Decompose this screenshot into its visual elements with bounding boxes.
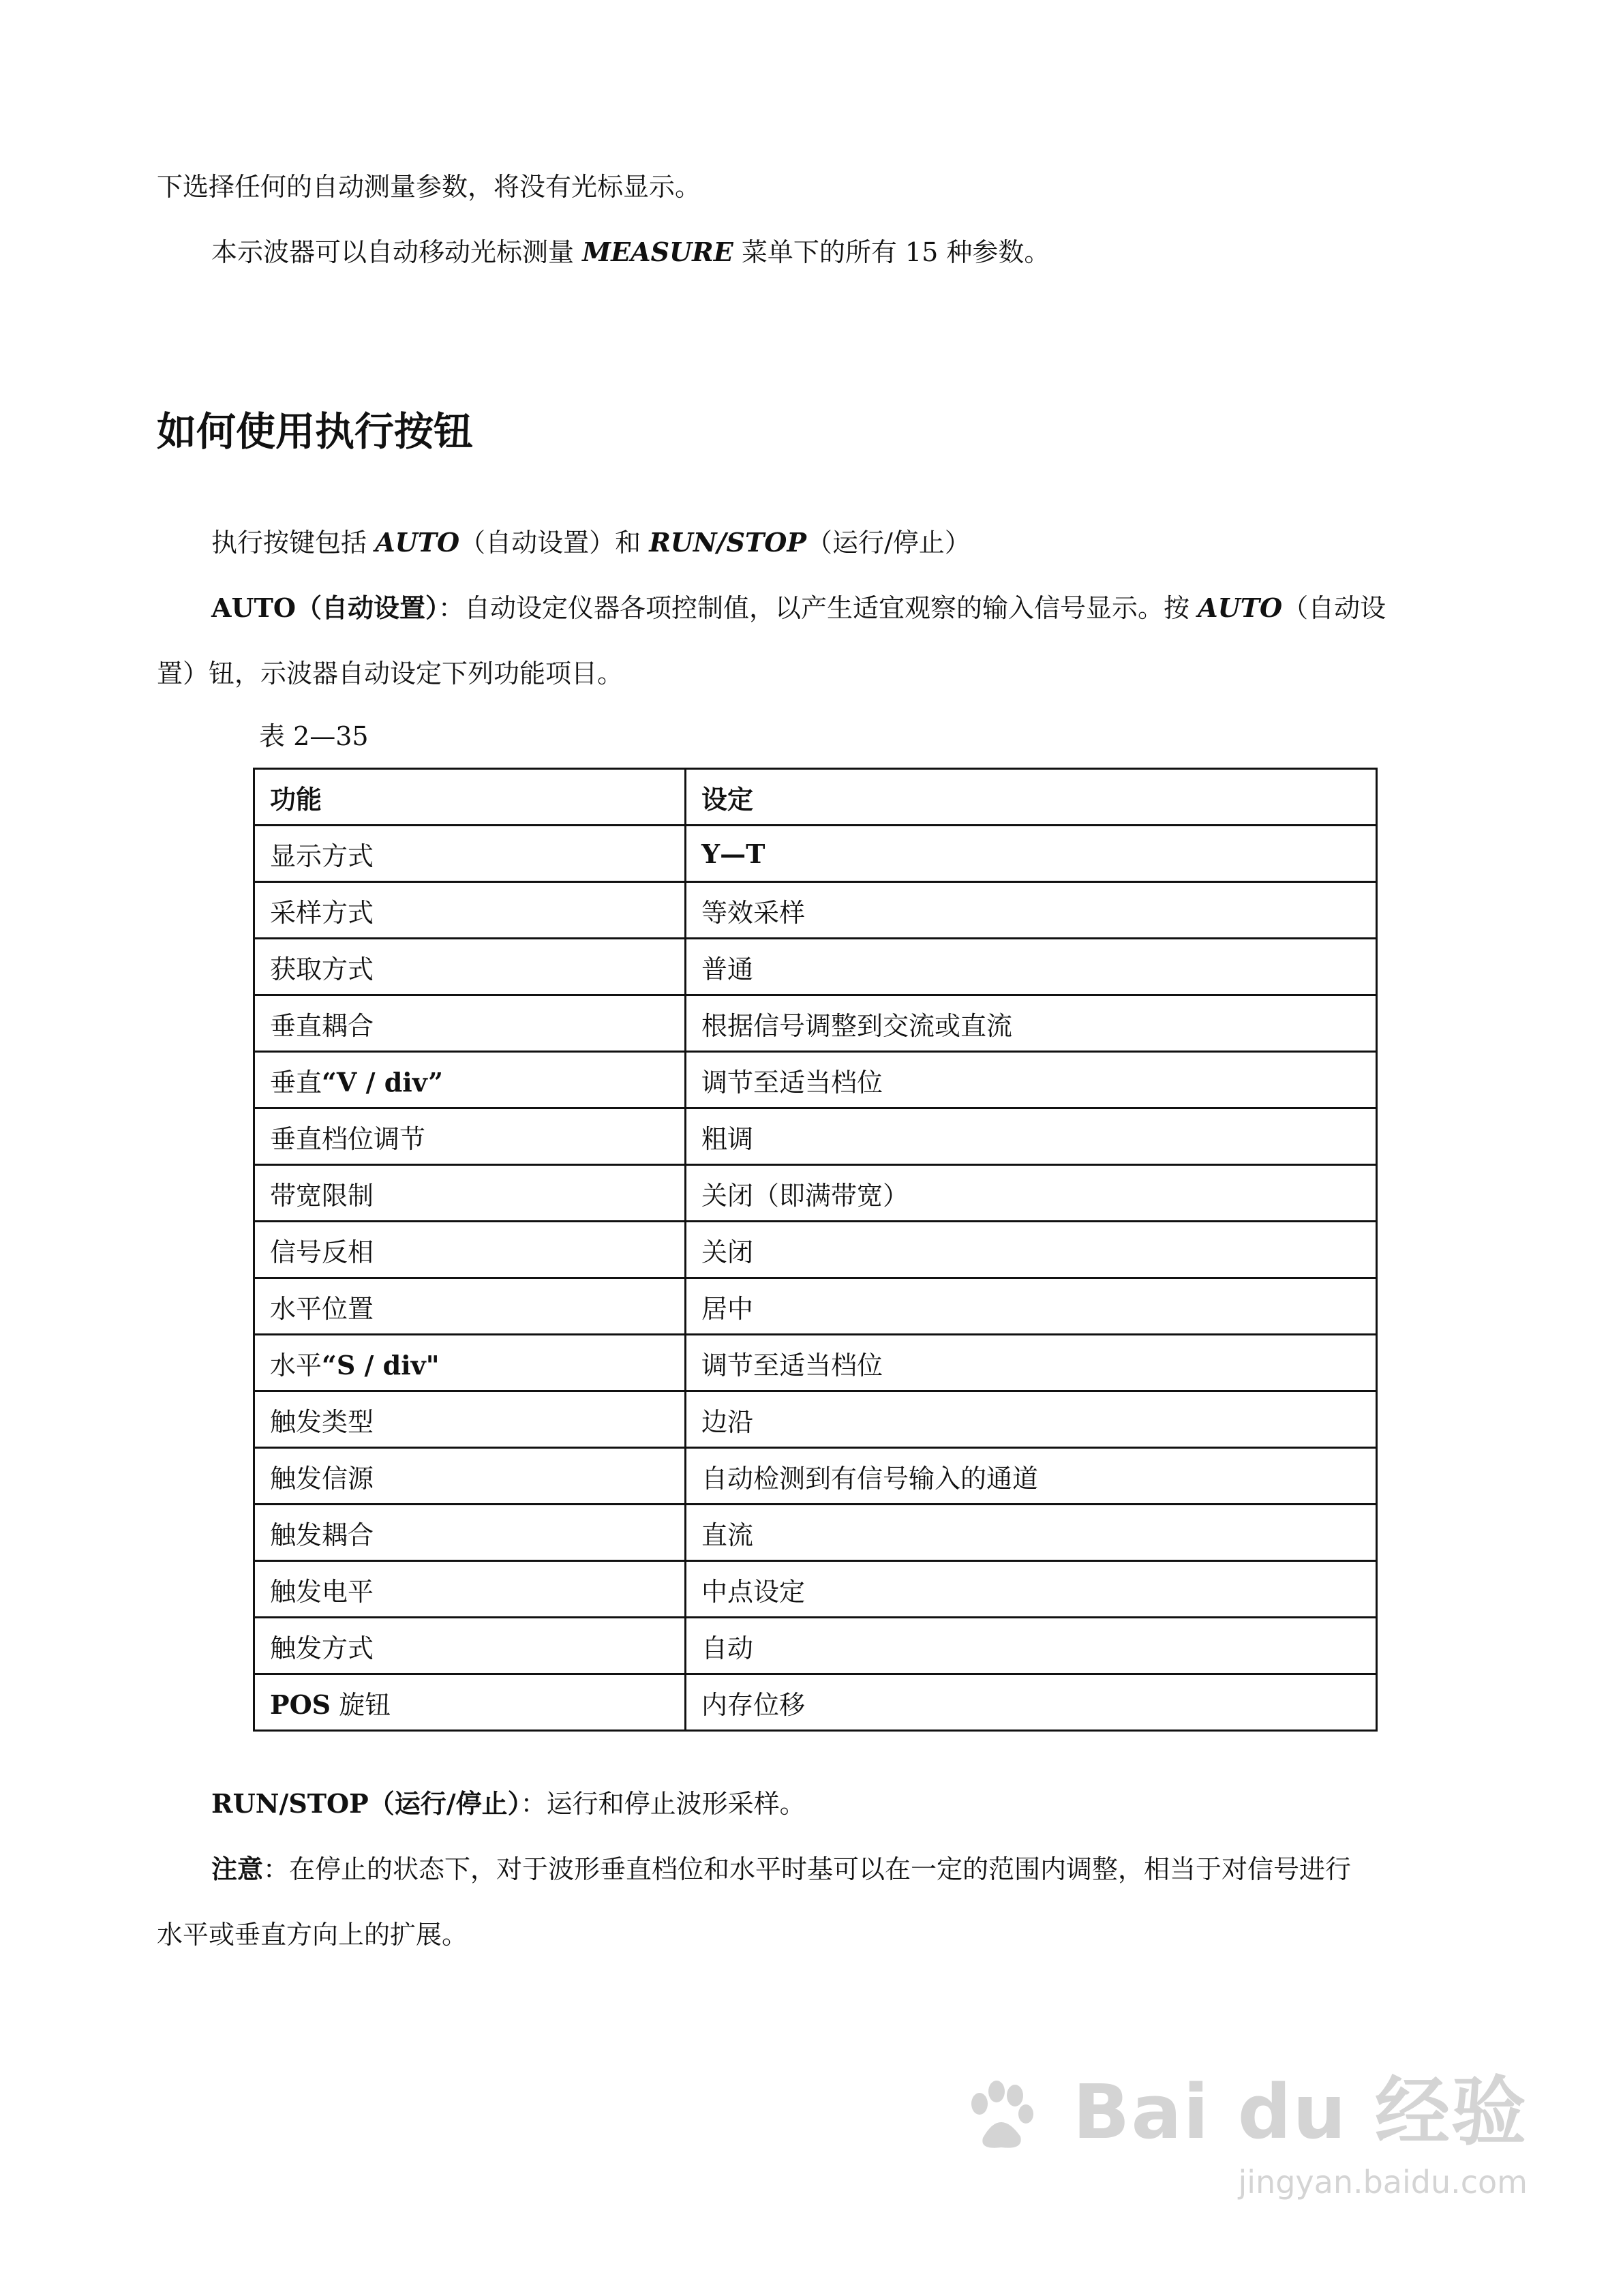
row-setting: 内存位移	[686, 1674, 1377, 1731]
intro-line-2-a: 本示波器可以自动移动光标测量	[211, 237, 583, 267]
table-row	[254, 1391, 1377, 1448]
row-function-a: 垂直	[270, 1067, 322, 1098]
row-setting: 普通	[686, 939, 1377, 995]
table-row	[254, 1052, 1377, 1108]
row-function	[254, 1335, 686, 1391]
auto-settings-table	[253, 768, 1378, 1732]
runstop-label: RUN/STOP（运行/停止）	[211, 1788, 521, 1819]
row-function-b: “S / div"	[322, 1349, 440, 1380]
row-function-b: “V / div”	[322, 1066, 444, 1098]
table-row	[254, 1222, 1377, 1278]
row-function: 触发耦合	[254, 1505, 686, 1561]
para-auto-text: ：自动设定仪器各项控制值，以产生适宜观察的输入信号显示。按	[438, 593, 1198, 623]
para-runstop-text: ：运行和停止波形采样。	[520, 1789, 806, 1819]
row-function: 触发方式	[254, 1618, 686, 1674]
para-auto-line-1	[211, 592, 1386, 624]
row-setting: 中点设定	[686, 1561, 1377, 1618]
note-line-1	[211, 1853, 1351, 1886]
para-exec-keys-a: 执行按键包括	[211, 528, 376, 558]
row-setting: 等效采样	[686, 882, 1377, 939]
row-setting: Y—T	[686, 826, 1377, 882]
row-function: 信号反相	[254, 1222, 686, 1278]
table-row	[254, 1561, 1377, 1618]
table-row	[254, 1165, 1377, 1222]
row-function: 水平位置	[254, 1278, 686, 1335]
table-row	[254, 1448, 1377, 1505]
row-function: 触发类型	[254, 1391, 686, 1448]
row-function	[254, 1052, 686, 1108]
table-caption: 表 2—35	[259, 721, 369, 751]
row-function: 垂直耦合	[254, 995, 686, 1052]
row-function: 触发电平	[254, 1561, 686, 1618]
table-row	[254, 882, 1377, 939]
row-function-a: POS	[270, 1689, 331, 1720]
row-function: 显示方式	[254, 826, 686, 882]
row-setting: 调节至适当档位	[686, 1335, 1377, 1391]
measure-keyword: MEASURE	[582, 237, 733, 267]
table-row	[254, 1335, 1377, 1391]
table-row	[254, 1505, 1377, 1561]
row-setting: 关闭（即满带宽）	[686, 1165, 1377, 1222]
para-exec-keys-e: （运行/停止）	[806, 528, 971, 558]
row-function: 垂直档位调节	[254, 1108, 686, 1165]
watermark-logo	[955, 2052, 1528, 2160]
header-setting: 设定	[686, 769, 1377, 826]
row-setting: 自动检测到有信号输入的通道	[686, 1448, 1377, 1505]
table-row	[254, 1674, 1377, 1731]
note-line-2: 水平或垂直方向上的扩展。	[157, 1920, 468, 1950]
row-setting: 调节至适当档位	[686, 1052, 1377, 1108]
table-header-row	[254, 769, 1377, 826]
intro-line-2	[211, 236, 1050, 269]
table-row	[254, 939, 1377, 995]
para-auto-line-2: 置）钮，示波器自动设定下列功能项目。	[157, 659, 624, 689]
table-row	[254, 995, 1377, 1052]
row-setting: 居中	[686, 1278, 1377, 1335]
table-row	[254, 1618, 1377, 1674]
table-row	[254, 1108, 1377, 1165]
table-row	[254, 1278, 1377, 1335]
para-runstop	[211, 1787, 806, 1820]
intro-line-2-c: 菜单下的所有 15 种参数。	[733, 237, 1050, 267]
para-exec-keys	[211, 526, 971, 559]
auto-label: AUTO（自动设置）	[211, 592, 439, 623]
note-text: ：在停止的状态下，对于波形垂直档位和水平时基可以在一定的范围内调整，相当于对信号进行	[263, 1854, 1352, 1884]
paw-icon	[959, 2076, 1041, 2158]
row-function: 带宽限制	[254, 1165, 686, 1222]
watermark-url: jingyan.baidu.com	[1238, 2164, 1528, 2201]
row-setting: 直流	[686, 1505, 1377, 1561]
section-title: 如何使用执行按钮	[157, 408, 474, 455]
baidu-watermark	[955, 2052, 1528, 2201]
row-function-b: 旋钮	[339, 1689, 391, 1720]
auto-key: AUTO	[1198, 592, 1283, 623]
row-setting: 根据信号调整到交流或直流	[686, 995, 1377, 1052]
row-function-a: 水平	[270, 1350, 322, 1380]
row-setting: 关闭	[686, 1222, 1377, 1278]
row-function: 获取方式	[254, 939, 686, 995]
row-setting: 粗调	[686, 1108, 1377, 1165]
intro-line-1: 下选择任何的自动测量参数，将没有光标显示。	[157, 172, 701, 202]
runstop-keyword: RUN/STOP	[649, 527, 806, 558]
row-function: 触发信源	[254, 1448, 686, 1505]
row-function	[254, 1674, 686, 1731]
auto-keyword: AUTO	[375, 527, 460, 558]
row-setting: 边沿	[686, 1391, 1377, 1448]
row-function: 采样方式	[254, 882, 686, 939]
note-label: 注意	[211, 1854, 264, 1884]
para-exec-keys-c: （自动设置）和	[459, 528, 650, 558]
header-function: 功能	[254, 769, 686, 826]
table-row	[254, 826, 1377, 882]
para-auto-text-2: （自动设	[1282, 593, 1386, 623]
watermark-logo-text: Bai du 经验	[1072, 2068, 1528, 2156]
row-setting: 自动	[686, 1618, 1377, 1674]
